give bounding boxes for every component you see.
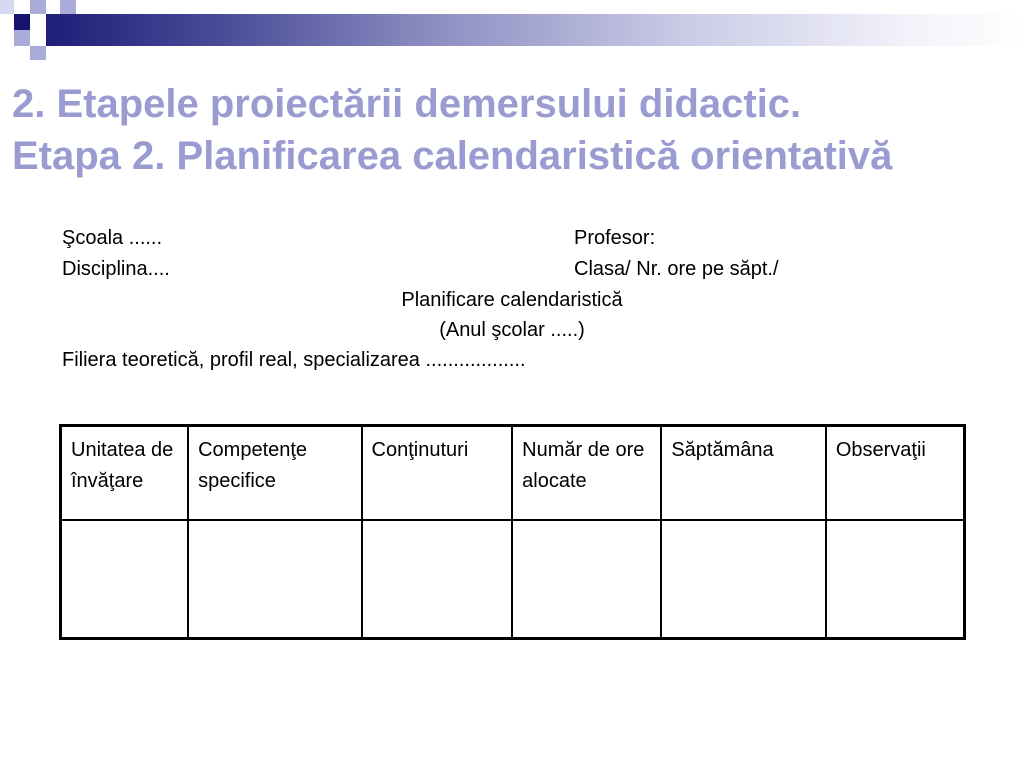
table-cell (661, 520, 825, 639)
slide-title (12, 78, 1017, 182)
header-competente: Competenţe specifice (188, 426, 361, 520)
decor-square (14, 30, 30, 46)
plan-title: Planificare calendaristică (401, 289, 623, 311)
school-year: (Anul şcolar .....) (439, 319, 585, 341)
header-observatii: Observaţii (826, 426, 965, 520)
table-cell (512, 520, 661, 639)
decor-square (30, 46, 46, 60)
header-saptamana: Săptămâna (661, 426, 825, 520)
table-header-row (61, 426, 965, 520)
title-line-1: 2. Etapele proiectării demersului didactic. (12, 82, 802, 126)
header-continuturi: Conţinuturi (362, 426, 513, 520)
decor-square (14, 14, 30, 30)
table-row (61, 520, 965, 639)
table-cell (826, 520, 965, 639)
table-cell (188, 520, 361, 639)
header-gradient-bar (46, 14, 1024, 46)
track-label: Filiera teoretică, profil real, specializarea .................. (62, 349, 526, 371)
teacher-label: Profesor: (574, 227, 656, 249)
title-line-2: Etapa 2. Planificarea calendaristică orientativă (12, 134, 893, 178)
header-numar-ore: Număr de ore alocate (512, 426, 661, 520)
table-cell (362, 520, 513, 639)
class-hours-label: Clasa/ Nr. ore pe săpt./ (574, 258, 779, 280)
decor-square (0, 0, 14, 14)
decor-square (30, 0, 46, 14)
planning-table (59, 424, 966, 640)
header-unitatea: Unitatea de învăţare (61, 426, 189, 520)
subject-label: Disciplina.... (62, 258, 170, 280)
decor-square (60, 0, 76, 14)
school-label: Şcoala ...... (62, 227, 163, 249)
table-cell (61, 520, 189, 639)
